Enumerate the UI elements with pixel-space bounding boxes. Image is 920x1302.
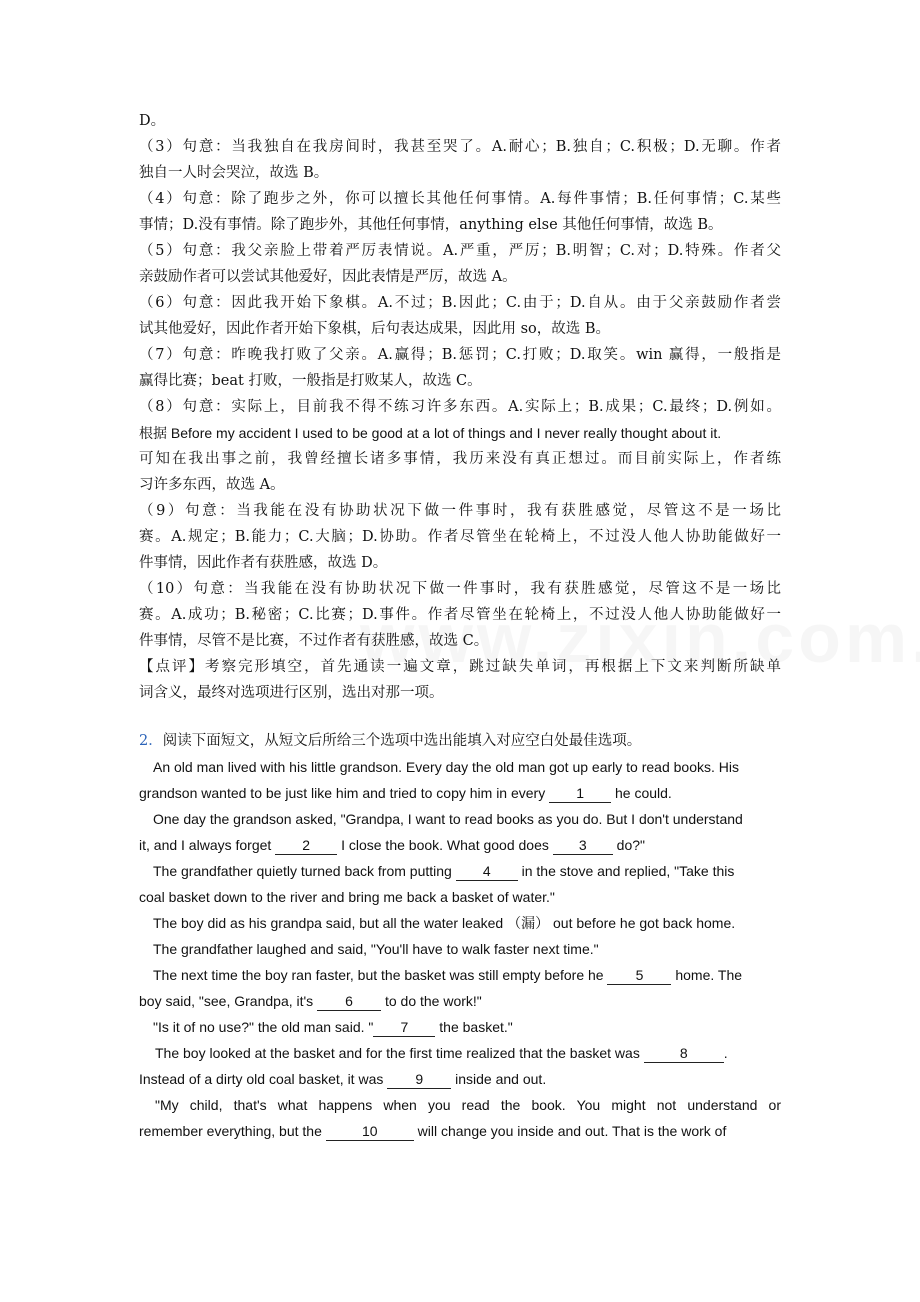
explanation-line: 根据 Before my accident I used to be good at a lot of things and I never really thought about it. xyxy=(139,425,722,441)
passage-text: inside and out. xyxy=(451,1071,547,1087)
passage-line: One day the grandson asked, "Grandpa, I want to read books as you do. But I don't understand xyxy=(153,811,743,827)
blank-2: 2 xyxy=(275,836,337,855)
passage-line xyxy=(139,988,781,1014)
question-number: 2． xyxy=(139,733,163,749)
passage-text: I close the book. What good does xyxy=(337,837,553,853)
passage-text: the basket." xyxy=(435,1019,513,1035)
question-header xyxy=(139,728,781,754)
passage-text: The next time the boy ran faster, but the basket was still empty before he xyxy=(153,967,608,983)
passage-text: do?" xyxy=(612,837,645,853)
explanation-line: 习许多东西，故选 A。 xyxy=(139,477,285,493)
explanation-line: （10）句意：当我能在没有协助状况下做一件事时，我有获胜感觉，尽管这不是一场比 xyxy=(139,581,781,597)
explanation-line: 赛。A.规定；B.能力；C.大脑；D.协助。作者尽管坐在轮椅上，不过没人他人协助能做好一 xyxy=(139,529,781,545)
explanation-line: 赛。A.成功；B.秘密；C.比赛；D.事件。作者尽管坐在轮椅上，不过没人他人协助能做好一 xyxy=(139,607,781,623)
blank-1: 1 xyxy=(549,784,611,803)
blank-5: 5 xyxy=(607,966,671,985)
document-page xyxy=(139,108,781,1144)
question-instruction: 阅读下面短文，从短文后所给三个选项中选出能填入对应空白处最佳选项。 xyxy=(162,733,642,749)
explanation-line: 独自一人时会哭泣，故选 B。 xyxy=(139,165,329,181)
passage-line xyxy=(139,1040,781,1066)
explanation-line: （8）句意：实际上，目前我不得不练习许多东西。A.实际上；B.成果；C.最终；D.例如。 xyxy=(139,399,781,415)
blank-9: 9 xyxy=(387,1070,451,1089)
passage-text: The grandfather quietly turned back from putting xyxy=(153,863,456,879)
explanation-line: （7）句意：昨晚我打败了父亲。A.赢得；B.惩罚；C.打败；D.取笑。win 赢得，一般指是 xyxy=(139,347,781,363)
passage-text: it, and I always forget xyxy=(139,837,276,853)
passage-line xyxy=(139,1066,781,1092)
passage-text: in the stove and replied, "Take this xyxy=(517,863,735,879)
passage-text: "Is it of no use?" the old man said. " xyxy=(153,1019,374,1035)
passage-text: The boy looked at the basket and for the first time realized that the basket was xyxy=(155,1045,644,1061)
explanation-line: D。 xyxy=(139,113,166,129)
blank-3: 3 xyxy=(553,836,613,855)
question-2 xyxy=(139,728,781,1144)
passage-line xyxy=(139,832,781,858)
passage-line xyxy=(139,780,781,806)
explanation-line: 赢得比赛；beat 打败，一般指是打败某人，故选 C。 xyxy=(139,373,482,389)
passage-text: remember everything, but the xyxy=(139,1123,326,1139)
explanation-line: （5）句意：我父亲脸上带着严厉表情说。A.严重，严厉；B.明智；C.对；D.特殊。作者父 xyxy=(139,243,781,259)
passage-text: home. The xyxy=(671,967,743,983)
comment-line: 词含义，最终对选项进行区别，选出对那一项。 xyxy=(139,685,444,701)
explanation-line: （4）句意：除了跑步之外，你可以擅长其他任何事情。A.每件事情；B.任何事情；C.某些 xyxy=(139,191,781,207)
passage-text: he could. xyxy=(611,785,672,801)
passage-line xyxy=(139,1118,781,1144)
passage-text: grandson wanted to be just like him and tried to copy him in every xyxy=(139,785,550,801)
blank-10: 10 xyxy=(326,1122,414,1141)
passage-text: . xyxy=(723,1045,728,1061)
blank-8: 8 xyxy=(644,1044,724,1063)
blank-6: 6 xyxy=(317,992,381,1011)
passage-line xyxy=(139,1014,781,1040)
explanation-line: 试其他爱好，因此作者开始下象棋，后句表达成果，因此用 so，故选 B。 xyxy=(139,321,611,337)
explanation-line: 事情；D.没有事情。除了跑步外，其他任何事情，anything else 其他任何事情，故选 B。 xyxy=(139,217,723,233)
passage-text: The boy did as his grandpa said, but all the water leaked xyxy=(153,915,508,931)
passage-text: out before he got back home. xyxy=(549,915,736,931)
annotation-note: （漏） xyxy=(507,916,550,932)
passage-line: "My child, that's what happens when you read the book. You might not understand or xyxy=(155,1097,781,1113)
blank-4: 4 xyxy=(456,862,518,881)
answer-explanations xyxy=(139,108,781,706)
explanation-line: 可知在我出事之前，我曾经擅长诸多事情，我历来没有真正想过。而目前实际上，作者练 xyxy=(139,451,781,467)
explanation-line: 件事情，因此作者有获胜感，故选 D。 xyxy=(139,555,388,571)
blank-7: 7 xyxy=(373,1018,435,1037)
passage-text: to do the work!" xyxy=(381,993,482,1009)
explanation-line: （6）句意：因此我开始下象棋。A.不过；B.因此；C.由于；D.自从。由于父亲鼓励作者尝 xyxy=(139,295,781,311)
comment-line: 【点评】考察完形填空，首先通读一遍文章，跳过缺失单词，再根据上下文来判断所缺单 xyxy=(139,659,781,675)
explanation-line: （3）句意：当我独自在我房间时，我甚至哭了。A.耐心；B.独自；C.积极；D.无聊。作者 xyxy=(139,139,781,155)
passage-text: boy said, "see, Grandpa, it's xyxy=(139,993,318,1009)
explanation-line: 亲鼓励作者可以尝试其他爱好，因此表情是严厉，故选 A。 xyxy=(139,269,517,285)
passage-text: Instead of a dirty old coal basket, it was xyxy=(139,1071,388,1087)
passage-line: The grandfather laughed and said, "You'll have to walk faster next time." xyxy=(153,941,599,957)
passage xyxy=(139,754,781,1144)
passage-line: coal basket down to the river and bring me back a basket of water." xyxy=(139,889,555,905)
passage-text: will change you inside and out. That is the work of xyxy=(413,1123,727,1139)
passage-line xyxy=(139,858,781,884)
passage-line xyxy=(139,910,781,936)
explanation-line: 件事情，尽管不是比赛，不过作者有获胜感，故选 C。 xyxy=(139,633,489,649)
passage-line xyxy=(139,962,781,988)
passage-line: An old man lived with his little grandson. Every day the old man got up early to read books. His xyxy=(153,759,739,775)
explanation-line: （9）句意：当我能在没有协助状况下做一件事时，我有获胜感觉，尽管这不是一场比 xyxy=(139,503,781,519)
